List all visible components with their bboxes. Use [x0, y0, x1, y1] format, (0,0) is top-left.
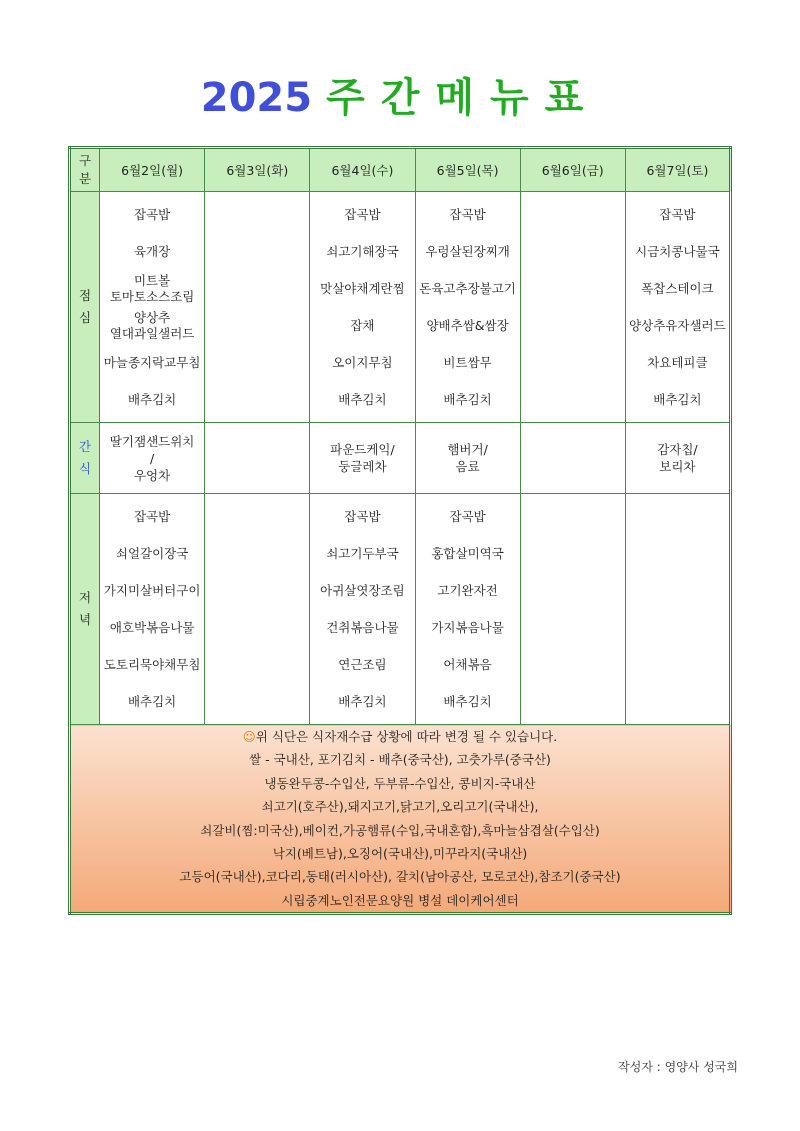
menu-item: 양배추쌈&쌈장	[426, 317, 509, 333]
menu-item: 배추김치	[338, 693, 387, 709]
dinner-day-cell	[415, 494, 520, 725]
lunch-row	[70, 192, 731, 423]
header-day-fri: 6월6일(금)	[520, 148, 625, 192]
snack-label: 간 식	[70, 423, 100, 494]
lunch-label: 점 심	[70, 192, 100, 423]
notes-row	[70, 725, 731, 914]
snack-cell: 파운드케익/ 둥글레차	[310, 423, 415, 494]
menu-item: 쇠고기해장국	[326, 243, 399, 259]
header-day-thu: 6월5일(목)	[415, 148, 520, 192]
menu-item: 배추김치	[127, 693, 177, 709]
dinner-day-cell	[310, 494, 415, 725]
dinner-day-cell	[100, 494, 205, 725]
notes-line: ☺위 식단은 식자재수급 상황에 따라 변경 될 수 있습니다.	[242, 729, 558, 744]
menu-item: 미트볼 토마토소스조림	[109, 272, 195, 304]
menu-item: 배추김치	[443, 693, 492, 709]
menu-item: 양상추유자샐러드	[629, 317, 726, 333]
smile-icon: ☺	[242, 729, 256, 744]
dinner-day-cell	[520, 494, 625, 725]
menu-item: 잡곡밥	[449, 206, 486, 222]
notes-line: 쇠고기(호주산),돼지고기,닭고기,오리고기(국내산),	[261, 799, 539, 815]
dinner-day-cell	[205, 494, 310, 725]
menu-item: 잡곡밥	[659, 206, 696, 222]
menu-item: 오이지무침	[332, 354, 393, 370]
menu-item: 가지미살버터구이	[103, 582, 201, 598]
snack-cell	[205, 423, 310, 494]
menu-item: 잡곡밥	[133, 206, 171, 222]
menu-item: 배추김치	[443, 391, 492, 407]
lunch-day-cell	[625, 192, 730, 423]
lunch-day-cell	[415, 192, 520, 423]
menu-item: 우렁살된장찌개	[425, 243, 510, 259]
menu-item: 애호박볶음나물	[109, 619, 195, 635]
notes-line: 시립중계노인전문요양원 병설 데이케어센터	[281, 892, 519, 908]
page-title	[0, 74, 800, 122]
author-credit: 작성자 : 영양사 성국희	[618, 1060, 738, 1074]
menu-item: 홍합살미역국	[431, 545, 504, 561]
menu-item: 잡곡밥	[344, 206, 381, 222]
header-row	[70, 148, 731, 192]
menu-item: 배추김치	[127, 391, 177, 407]
menu-item: 연근조림	[338, 656, 387, 672]
menu-item: 폭찹스테이크	[641, 280, 714, 296]
menu-item: 잡곡밥	[344, 508, 381, 524]
dinner-label: 저 녁	[70, 494, 100, 725]
menu-item: 비트쌈무	[443, 354, 492, 370]
menu-item: 육개장	[133, 243, 171, 259]
menu-item: 잡곡밥	[449, 508, 486, 524]
menu-item: 잡채	[350, 317, 375, 333]
menu-item: 쇠얼갈이장국	[115, 545, 189, 561]
snack-cell	[520, 423, 625, 494]
notes-line: 고등어(국내산),코다리,동태(러시아산), 갈치(남아공산, 모로코산),참조기(중국산)	[179, 869, 621, 885]
weekly-menu-table	[68, 146, 732, 915]
notes-line: 쇠갈비(찜:미국산),베이컨,가공햄류(수입,국내혼합),흑마늘삼겹살(수입산)	[200, 822, 600, 838]
dinner-day-cell	[625, 494, 730, 725]
dinner-row	[70, 494, 731, 725]
menu-item: 맛살야채계란찜	[320, 280, 405, 296]
menu-item: 잡곡밥	[133, 508, 171, 524]
header-day-mon: 6월2일(월)	[100, 148, 205, 192]
notes-line: 쌀 - 국내산, 포기김치 - 배추(중국산), 고춧가루(중국산)	[249, 752, 551, 768]
menu-item: 배추김치	[653, 391, 702, 407]
menu-item: 쇠고기두부국	[326, 545, 399, 561]
title-year: 2025	[200, 75, 313, 121]
menu-item: 어채볶음	[443, 656, 492, 672]
snack-cell: 감자칩/ 보리차	[625, 423, 730, 494]
menu-item: 차요테피클	[647, 354, 708, 370]
menu-item: 고기완자전	[437, 582, 498, 598]
menu-item: 배추김치	[338, 391, 387, 407]
menu-item: 양상추 열대과일샐러드	[109, 309, 195, 341]
snack-cell: 햄버거/ 음료	[415, 423, 520, 494]
snack-row	[70, 423, 731, 494]
snack-cell: 딸기잼샌드위치 / 우엉차	[100, 423, 205, 494]
title-name: 주간메뉴표	[326, 75, 600, 121]
header-day-sat: 6월7일(토)	[625, 148, 730, 192]
menu-item: 마늘종지락교무침	[103, 354, 201, 370]
lunch-day-cell	[205, 192, 310, 423]
menu-item: 가지볶음나물	[431, 619, 504, 635]
notes-cell	[70, 725, 731, 914]
notes-line: 낙지(베트남),오징어(국내산),미꾸라지(국내산)	[272, 846, 528, 862]
menu-item: 아귀살엿장조림	[320, 582, 405, 598]
header-day-wed: 6월4일(수)	[310, 148, 415, 192]
menu-item: 건취볶음나물	[326, 619, 399, 635]
lunch-day-cell	[310, 192, 415, 423]
notes-line: 냉동완두콩-수입산, 두부류-수입산, 콩비지-국내산	[264, 775, 536, 791]
lunch-day-cell	[100, 192, 205, 423]
menu-item: 시금치콩나물국	[635, 243, 720, 259]
menu-item: 돈육고추장불고기	[419, 280, 516, 296]
header-day-tue: 6월3일(화)	[205, 148, 310, 192]
lunch-day-cell	[520, 192, 625, 423]
header-category: 구 분	[70, 148, 100, 192]
menu-item: 도토리묵야채무침	[103, 656, 201, 672]
